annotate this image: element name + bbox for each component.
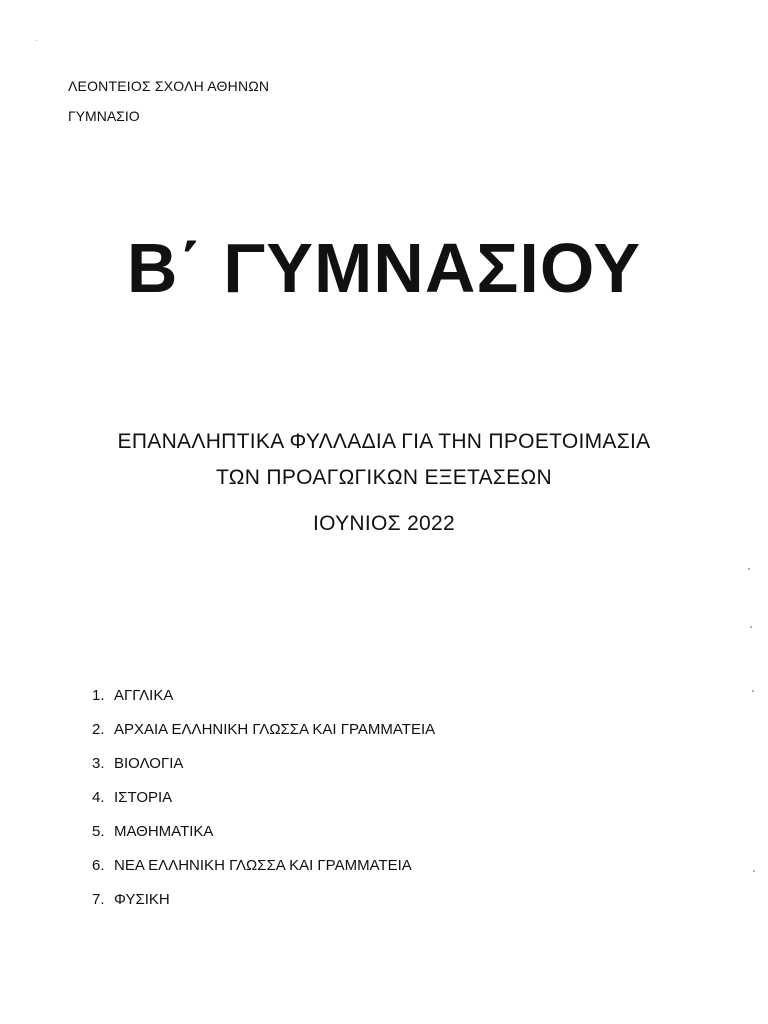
list-item: [92, 856, 435, 890]
list-item-label: ΑΓΓΛΙΚΑ: [114, 687, 174, 704]
list-item-label: ΙΣΤΟΡΙΑ: [114, 789, 173, 806]
page-title: Β΄ ΓΥΜΝΑΣΙΟΥ: [126, 229, 642, 307]
list-item: [92, 686, 435, 720]
list-item-number: 5.: [92, 823, 105, 840]
list-item-number: 4.: [92, 789, 105, 806]
scan-speck: [36, 40, 37, 41]
list-item-label: ΦΥΣΙΚΗ: [114, 891, 170, 908]
list-item: [92, 890, 435, 924]
list-item-label: ΑΡΧΑΙΑ ΕΛΛΗΝΙΚΗ ΓΛΩΣΣΑ ΚΑΙ ΓΡΑΜΜΑΤΕΙΑ: [114, 721, 436, 738]
list-item-label: ΜΑΘΗΜΑΤΙΚΑ: [114, 823, 214, 840]
list-item-number: 6.: [92, 857, 105, 874]
list-item-label: ΝΕΑ ΕΛΛΗΝΙΚΗ ΓΛΩΣΣΑ ΚΑΙ ΓΡΑΜΜΑΤΕΙΑ: [114, 857, 412, 874]
list-item-number: 7.: [92, 891, 105, 908]
school-name: ΛΕΟΝΤΕΙΟΣ ΣΧΟΛΗ ΑΘΗΝΩΝ: [68, 78, 270, 94]
list-item: [92, 754, 435, 788]
list-item-number: 1.: [92, 687, 105, 704]
list-item: [92, 822, 435, 856]
scan-speck: [750, 626, 752, 628]
subtitle-line-1: ΕΠΑΝΑΛΗΠΤΙΚΑ ΦΥΛΛΑΔΙΑ ΓΙΑ ΤΗΝ ΠΡΟΕΤΟΙΜΑΣΙΑ: [117, 430, 651, 453]
list-item: [92, 788, 435, 822]
exam-date: ΙΟΥΝΙΟΣ 2022: [313, 512, 455, 535]
list-item-number: 2.: [92, 721, 105, 738]
school-level: ΓΥΜΝΑΣΙΟ: [68, 108, 140, 124]
list-item-number: 3.: [92, 755, 105, 772]
scan-speck: [748, 568, 750, 570]
scan-speck: [752, 690, 754, 692]
subtitle-line-2: ΤΩΝ ΠΡΟΑΓΩΓΙΚΩΝ ΕΞΕΤΑΣΕΩΝ: [216, 466, 552, 489]
subject-list: [92, 686, 435, 924]
scan-speck: [753, 870, 755, 872]
list-item: [92, 720, 435, 754]
list-item-label: ΒΙΟΛΟΓΙΑ: [114, 755, 184, 772]
